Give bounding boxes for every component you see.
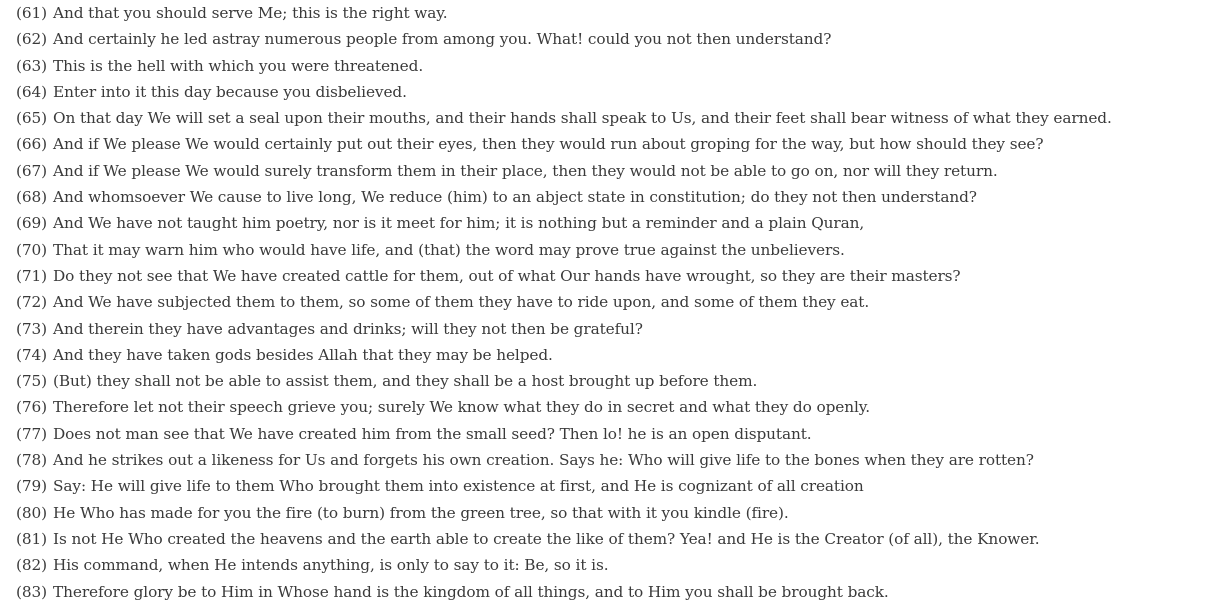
verse-82 <box>16 552 1211 578</box>
verse-number: (69) <box>16 214 48 233</box>
verse-72 <box>16 289 1211 315</box>
verse-number: (82) <box>16 556 48 575</box>
verse-68 <box>16 184 1211 210</box>
verse-77 <box>16 421 1211 447</box>
verse-number: (78) <box>16 451 48 470</box>
verse-64 <box>16 79 1211 105</box>
verse-text: He Who has made for you the fire (to burn) from the green tree, so that with it you kindle (fire). <box>53 503 789 522</box>
verse-list <box>16 0 1211 605</box>
verse-text: His command, when He intends anything, is only to say to it: Be, so it is. <box>53 556 609 575</box>
verse-number: (81) <box>16 529 48 548</box>
verse-71 <box>16 263 1211 289</box>
verse-number: (67) <box>16 161 48 180</box>
verse-text: Enter into it this day because you disbelieved. <box>53 82 407 101</box>
verse-text: Therefore let not their speech grieve you; surely We know what they do in secret and what they do openly. <box>53 398 871 417</box>
verse-text: Say: He will give life to them Who brought them into existence at first, and He is cognizant of all creation <box>53 477 864 496</box>
verse-80 <box>16 500 1211 526</box>
verse-number: (71) <box>16 266 48 285</box>
verse-76 <box>16 394 1211 420</box>
verse-number: (76) <box>16 398 48 417</box>
verse-number: (64) <box>16 82 48 101</box>
verse-text: And We have subjected them to them, so some of them they have to ride upon, and some of them they eat. <box>53 293 870 312</box>
verse-text: On that day We will set a seal upon their mouths, and their hands shall speak to Us, and their feet shall bear witness of what they earned. <box>53 109 1112 128</box>
verse-75 <box>16 368 1211 394</box>
verse-text: And he strikes out a likeness for Us and forgets his own creation. Says he: Who will give life to the bones when they are rotten? <box>53 451 1034 470</box>
verse-text: And whomsoever We cause to live long, We reduce (him) to an abject state in constitution; do they not then understand? <box>53 188 977 207</box>
verse-number: (77) <box>16 424 48 443</box>
verse-67 <box>16 158 1211 184</box>
verse-number: (62) <box>16 30 48 49</box>
verse-number: (79) <box>16 477 48 496</box>
verse-number: (70) <box>16 240 48 259</box>
verse-63 <box>16 53 1211 79</box>
verse-text: And that you should serve Me; this is the right way. <box>53 4 448 22</box>
verse-text: And certainly he led astray numerous people from among you. What! could you not then understand? <box>53 30 832 49</box>
verse-83 <box>16 579 1211 605</box>
verse-number: (63) <box>16 56 48 75</box>
verse-73 <box>16 316 1211 342</box>
verse-66 <box>16 131 1211 157</box>
verse-61 <box>16 0 1211 26</box>
verse-number: (75) <box>16 372 48 391</box>
verse-text: Does not man see that We have created him from the small seed? Then lo! he is an open disputant. <box>53 424 812 443</box>
verse-text: (But) they shall not be able to assist them, and they shall be a host brought up before them. <box>53 372 758 391</box>
verse-text: Do they not see that We have created cattle for them, out of what Our hands have wrought, so they are their masters? <box>53 266 961 285</box>
verse-text: This is the hell with which you were threatened. <box>53 56 424 75</box>
verse-69 <box>16 210 1211 236</box>
verse-number: (80) <box>16 503 48 522</box>
verse-number: (66) <box>16 135 48 154</box>
verse-text: And if We please We would certainly put out their eyes, then they would run about groping for the way, but how should they see? <box>53 135 1044 154</box>
verse-79 <box>16 473 1211 499</box>
verse-text: And they have taken gods besides Allah that they may be helped. <box>53 345 553 364</box>
verse-74 <box>16 342 1211 368</box>
verse-text: Is not He Who created the heavens and the earth able to create the like of them? Yea! and He is the Creator (of all), the Knower. <box>53 529 1040 548</box>
verse-81 <box>16 526 1211 552</box>
verse-text: Therefore glory be to Him in Whose hand is the kingdom of all things, and to Him you shall be brought back. <box>53 582 889 601</box>
verse-62 <box>16 26 1211 52</box>
verse-text: And We have not taught him poetry, nor is it meet for him; it is nothing but a reminder and a plain Quran, <box>53 214 865 233</box>
verse-number: (68) <box>16 188 48 207</box>
verse-text: That it may warn him who would have life, and (that) the word may prove true against the unbelievers. <box>53 240 845 259</box>
verse-number: (72) <box>16 293 48 312</box>
verse-number: (61) <box>16 4 48 22</box>
verse-number: (74) <box>16 345 48 364</box>
verse-number: (73) <box>16 319 48 338</box>
verse-text: And therein they have advantages and drinks; will they not then be grateful? <box>53 319 643 338</box>
verse-number: (65) <box>16 109 48 128</box>
verse-text: And if We please We would surely transform them in their place, then they would not be able to go on, nor will they return. <box>53 161 998 180</box>
verse-78 <box>16 447 1211 473</box>
verse-65 <box>16 105 1211 131</box>
verse-number: (83) <box>16 582 48 601</box>
verse-70 <box>16 237 1211 263</box>
